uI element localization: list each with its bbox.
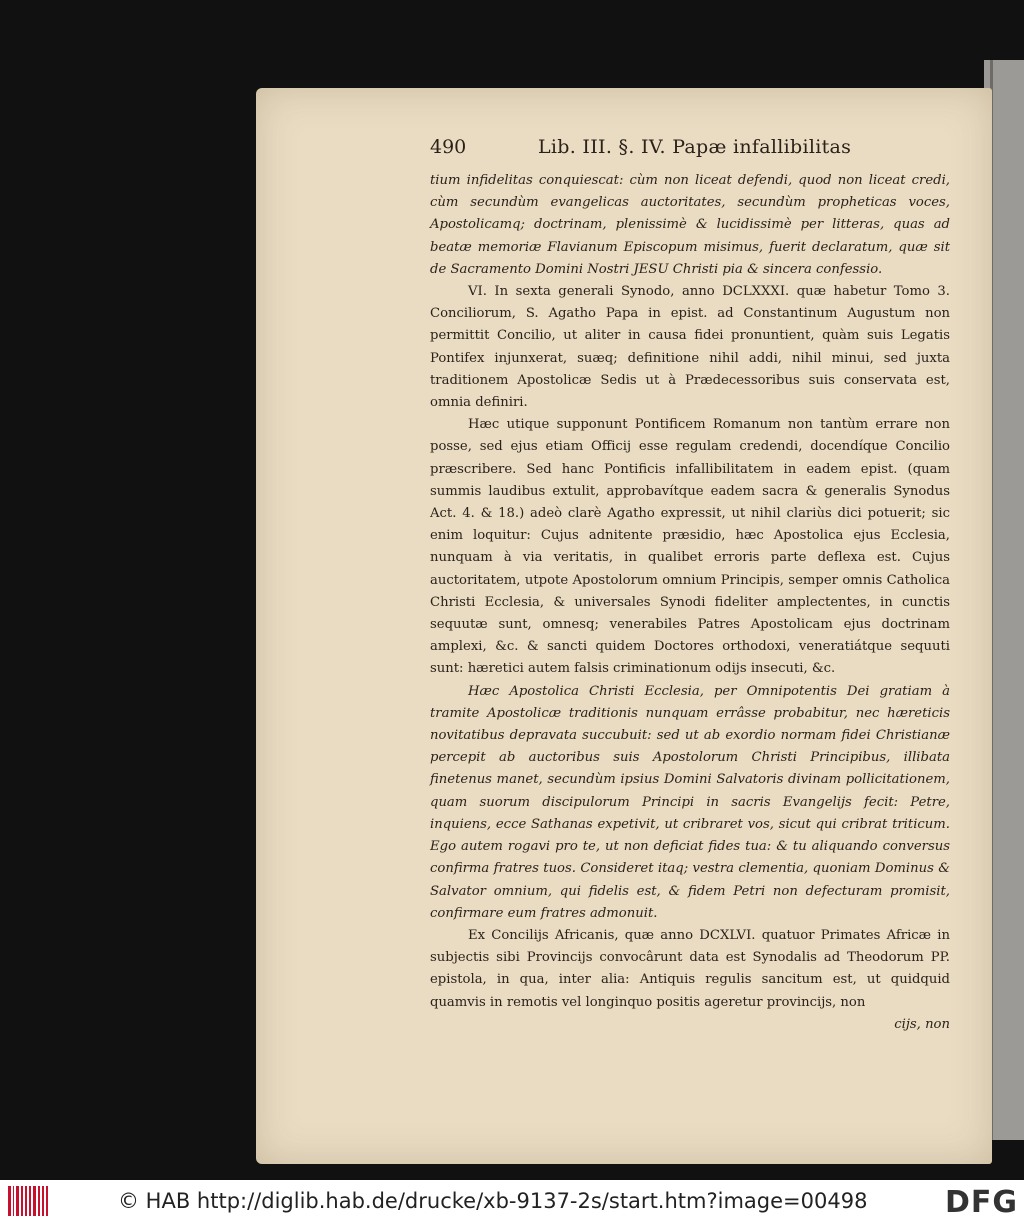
paragraph-3: Hæc utique supponunt Pontificem Romanum non tantùm errare non posse, sed ejus etiam Officij esse regulam credendi, docendíque Concilio præscribere. Sed hanc Pontificis infallibilitatem in eadem epist. (quam summis laudibus extulit, approbavítque eadem sacra & generalis Synodus Act. 4. & 18.) adeò clarè Agatho expressit, ut nihil clariùs dici potuerit; sic enim loquitur: Cujus adnitente præsidio, hæc Apostolica ejus Ecclesia, nunquam à via veritatis, in qualibet erroris parte deflexa est. Cujus auctoritatem, utpote Apostolorum omnium Principis, semper omnis Catholica Christi Ecclesia, & universales Synodi fideliter amplectentes, in cunctis sequutæ sunt, omnesq; venerabiles Patres Apostolicam ejus doctrinam amplexi, &c. & sancti quidem Doctores orthodoxi, veneratiátque sequuti sunt: hæretici autem falsis criminationum odijs insecuti, &c. (430, 417, 950, 677)
paragraph-5: Ex Concilijs Africanis, quæ anno DCXLVI. quatuor Primates Africæ in subjectis sibi Provincijs convocârunt data est Synodalis ad Theodorum PP. epistola, in qua, inter alia: Antiquis regulis sancitum est, ut quidquid quamvis in remotis vel longinquo positis ageretur provincijs, non (430, 927, 950, 1010)
paragraph-2: VI. In sexta generali Synodo, anno DCLXXXI. quæ habetur Tomo 3. Conciliorum, S. Agatho Papa in epist. ad Constantinum Augustum non permittit Concilio, ut aliter in causa fidei pronuntient, quàm suis Legatis Pontifex injunxerat, suæq; definitione nihil addi, nihil minui, sed juxta traditionem Apostolicæ Sedis ut à Prædecessoribus suis conservata est, omnia definiri. (430, 284, 950, 411)
hab-logo-icon (8, 1186, 48, 1216)
book-page (256, 88, 992, 1164)
source-link[interactable]: © HAB http://diglib.hab.de/drucke/xb-9137-2s/start.htm?image=00498 (118, 1189, 868, 1213)
page-header (430, 136, 950, 166)
dfg-logo: DFG (944, 1185, 1018, 1220)
paragraph-4: Hæc Apostolica Christi Ecclesia, per Omnipotentis Dei gratiam à tramite Apostolicæ traditionis nunquam errâsse probabitur, nec hæreticis novitatibus depravata succubuit: sed ut ab exordio normam fidei Christianæ percepit ab auctoribus suis Apostolorum Christi Principibus, illibata finetenus manet, secundùm ipsius Domini Salvatoris divinam pollicitationem, quam suorum discipulorum Principi in sacris Evangelijs fecit: Petre, inquiens, ecce Sathanas expetivit, ut cribraret vos, sicut qui cribrat triticum. Ego autem rogavi pro te, ut non deficiat fides tua: & tu aliquando conversus confirma fratres tuos. Consideret itaq; vestra clementia, quoniam Dominus & Salvator omnium, qui fidelis est, & fidem Petri non defecturam promisit, confirmare eum fratres admonuit. (430, 683, 950, 921)
catchword: cijs, non (894, 1016, 950, 1032)
running-title: Lib. III. §. IV. Papæ infallibilitas (538, 136, 852, 158)
paragraph-1: tium infidelitas conquiescat: cùm non liceat defendi, quod non liceat credi, cùm secundùm evangelicas auctoritates, secundùm propheticas voces, Apostolicamq; doctrinam, plenissimè & lucidissimè per litteras, quas ad beatæ memoriæ Flavianum Episcopum misimus, fuerit declaratum, quæ sit de Sacramento Domini Nostri JESU Christi pia & sincera confessio. (430, 173, 950, 277)
page-text-block (430, 136, 950, 1036)
page-number: 490 (430, 136, 467, 158)
viewer-footer (0, 1180, 1024, 1222)
